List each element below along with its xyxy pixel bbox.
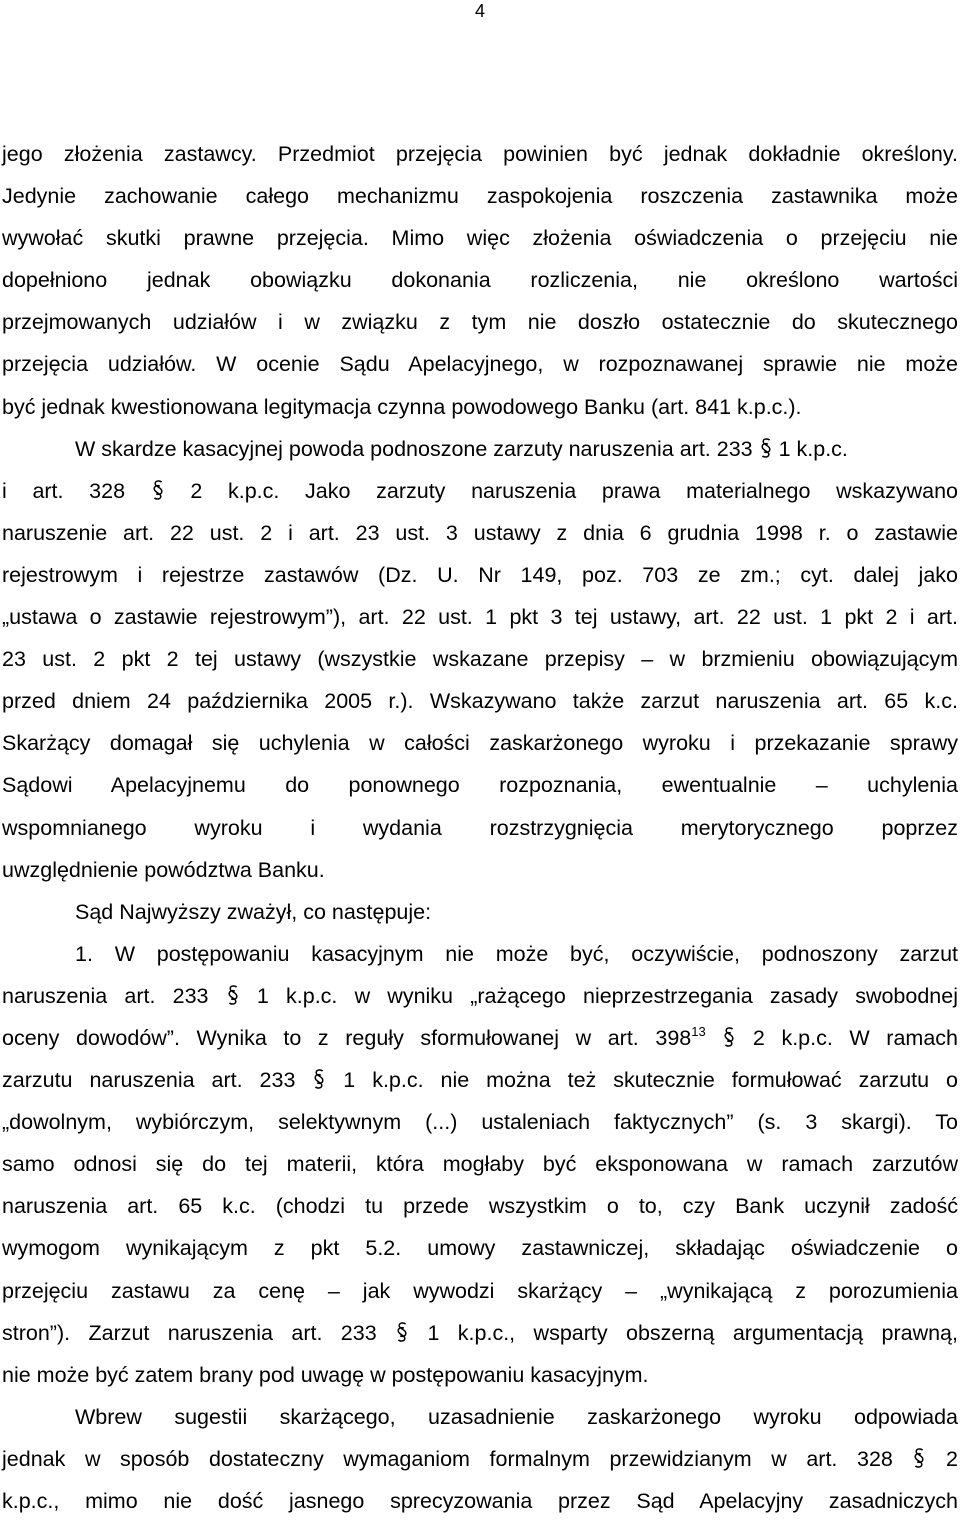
text-line: być jednak kwestionowana legitymacja czynna powodowego Banku (art. 841 k.p.c.). xyxy=(2,394,802,419)
text-line: naruszenie art. 22 ust. 2 i art. 23 ust. 3 ustawy z dnia 6 grudnia 1998 r. o zastawie xyxy=(2,520,958,545)
text-line: W skardze kasacyjnej powoda podnoszone zarzuty naruszenia art. 233 1 k.p.c. xyxy=(75,436,848,461)
text-line: zarzutu naruszenia art. 233 1 k.p.c. nie można też skutecznie formułować zarzutu o xyxy=(2,1068,959,1093)
section-sign xyxy=(312,1068,326,1090)
text-line: Wbrew sugestii skarżącego, uzasadnienie zaskarżonego wyroku odpowiada xyxy=(75,1404,958,1429)
section-sign xyxy=(226,984,240,1006)
text-line: Sąd Najwyższy zważył, co następuje: xyxy=(75,899,432,924)
text-line: oceny dowodów”. Wynika to z reguły sformułowanej w art. $398^{13}$ 2 k.p.c. W ramach xyxy=(2,1023,958,1050)
text-line: i art. 328 2 k.p.c. Jako zarzuty naruszenia prawa materialnego wskazywano xyxy=(2,478,958,503)
text-line: wywołać skutki prawne przejęcia. Mimo więc złożenia oświadczenia o przejęciu nie xyxy=(2,226,958,251)
text-line: przejęciu zastawu za cenę – jak wywodzi skarżący – „wynikającą z porozumienia xyxy=(2,1278,958,1303)
section-sign xyxy=(722,1026,736,1048)
superscript: 13 xyxy=(691,1023,706,1039)
text-line: Sądowi Apelacyjnemu do ponownego rozpoznania, ewentualnie – uchylenia xyxy=(2,773,958,798)
text-line: przejęcia udziałów. W ocenie Sądu Apelacyjnego, w rozpoznawanej sprawie nie może xyxy=(2,352,958,377)
text-line: Skarżący domagał się uchylenia w całości zaskarżonego wyroku i przekazanie sprawy xyxy=(2,731,958,756)
text-line: jego złożenia zastawcy. Przedmiot przejęcia powinien być jednak dokładnie określony. xyxy=(2,142,958,166)
text-line: nie może być zatem brany pod uwagę w postępowaniu kasacyjnym. xyxy=(2,1362,649,1387)
text-line: 1. W postępowaniu kasacyjnym nie może być, oczywiście, podnoszony zarzut xyxy=(75,941,958,966)
text-line: stron”). Zarzut naruszenia art. 233 1 k.p.c., wsparty obszerną argumentacją prawną, xyxy=(2,1320,958,1345)
text-line: jednak w sposób dostateczny wymaganiom formalnym przewidzianym w art. 328 2 xyxy=(2,1446,958,1471)
section-sign xyxy=(151,479,165,501)
text-line: 23 ust. 2 pkt 2 tej ustawy (wszystkie wskazane przepisy – w brzmieniu obowiązującym xyxy=(2,647,958,672)
text-line: uwzględnienie powództwa Banku. xyxy=(2,857,325,882)
text-line: przejmowanych udziałów i w związku z tym nie doszło ostatecznie do skutecznego xyxy=(2,310,958,335)
text-line: naruszenia art. 233 1 k.p.c. w wyniku „rażącego nieprzestrzegania zasady swobodnej xyxy=(2,983,958,1008)
section-sign xyxy=(395,1321,409,1343)
text-line: dopełniono jednak obowiązku dokonania rozliczenia, nie określono wartości xyxy=(2,268,958,293)
section-sign xyxy=(759,437,773,459)
text-line: rejestrowym i rejestrze zastawów (Dz. U. Nr 149, poz. 703 ze zm.; cyt. dalej jako xyxy=(2,562,958,587)
text-line: naruszenia art. 65 k.c. (chodzi tu przede wszystkim o to, czy Bank uczynił zadość xyxy=(2,1194,958,1219)
text-line: wspomnianego wyroku i wydania rozstrzygnięcia merytorycznego poprzez xyxy=(2,815,958,840)
text-line: „ustawa o zastawie rejestrowym”), art. 22 ust. 1 pkt 3 tej ustawy, art. 22 ust. 1 pkt 2 i art. xyxy=(2,605,958,630)
text-line: wymogom wynikającym z pkt 5.2. umowy zastawniczej, składając oświadczenie o xyxy=(2,1236,958,1261)
text-line: przed dniem 24 października 2005 r.). Wskazywano także zarzut naruszenia art. 65 k.c. xyxy=(2,689,958,714)
section-sign xyxy=(912,1447,926,1469)
page-number: 4 xyxy=(474,1,485,21)
text-line: samo odnosi się do tej materii, która mogłaby być eksponowana w ramach zarzutów xyxy=(2,1152,958,1177)
text-line: k.p.c., mimo nie dość jasnego sprecyzowania przez Sąd Apelacyjny zasadniczych xyxy=(2,1489,958,1513)
document-body xyxy=(2,133,958,1522)
text-line: „dowolnym, wybiórczym, selektywnym (...) ustaleniach faktycznych” (s. 3 skargi). To xyxy=(2,1110,958,1135)
text-line: Jedynie zachowanie całego mechanizmu zaspokojenia roszczenia zastawnika może xyxy=(2,184,958,209)
